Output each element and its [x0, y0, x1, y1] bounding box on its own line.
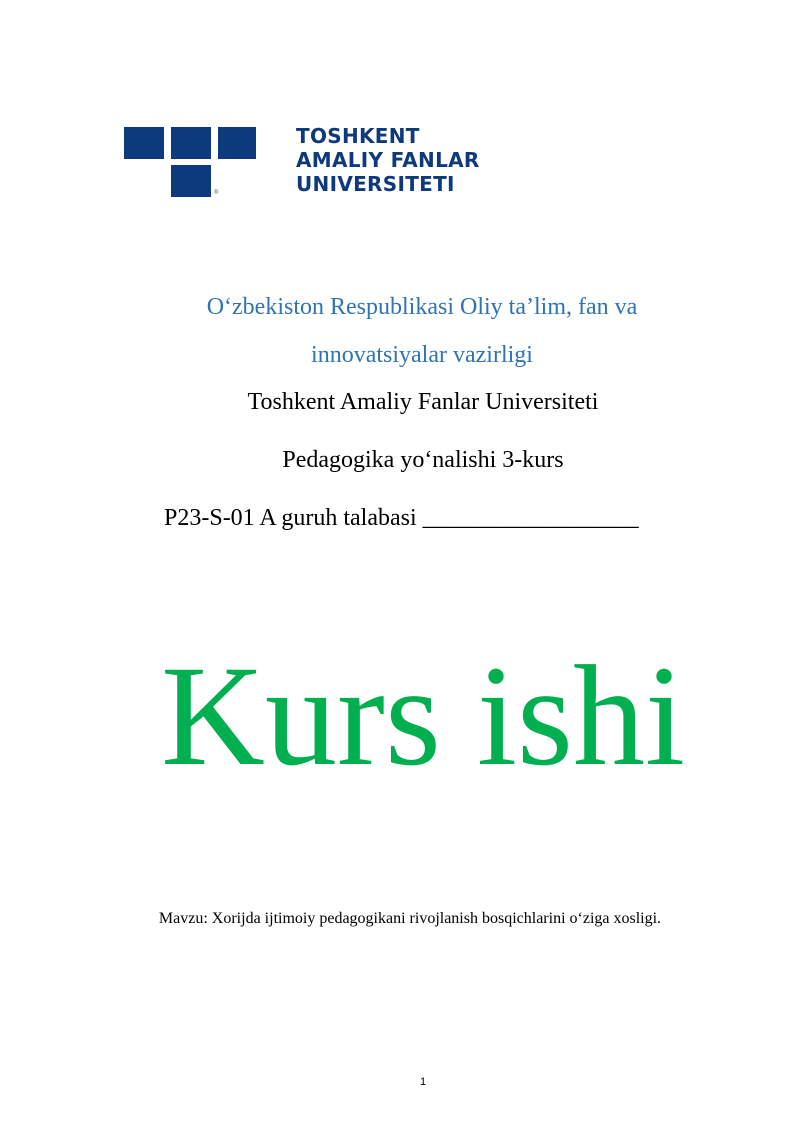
logo-square-3 [218, 127, 256, 159]
topic-line: Mavzu: Xorijda ijtimoiy pedagogikani rivojlanish bosqichlarini o‘ziga xosligi. [158, 910, 662, 927]
ministry-line-2: innovatsiyalar vazirligi [311, 342, 533, 368]
logo-square-4 [171, 165, 211, 197]
university-name: Toshkent Amaliy Fanlar Universiteti [247, 389, 599, 415]
logo-line-1: TOSHKENT [296, 124, 420, 148]
logo-line-2: AMALIY FANLAR [296, 148, 480, 172]
logo-wordmark [296, 124, 480, 196]
logo-square-1 [124, 127, 164, 159]
logo-square-2 [171, 127, 211, 159]
logo-line-3: UNIVERSITETI [296, 172, 455, 196]
page-number: 1 [419, 1076, 427, 1088]
ministry-line-1: O‘zbekiston Respublikasi Oliy ta’lim, fan va [206, 294, 638, 320]
ministry-name [0, 283, 800, 379]
course-line: Pedagogika yo‘nalishi 3-kurs [282, 447, 564, 473]
university-logo [124, 124, 544, 204]
logo-mark-icon [124, 124, 259, 199]
document-title: Kurs ishi [160, 637, 686, 796]
registered-mark: ® [214, 190, 219, 196]
group-student-line: P23-S-01 A guruh talabasi __________________ [164, 505, 639, 531]
